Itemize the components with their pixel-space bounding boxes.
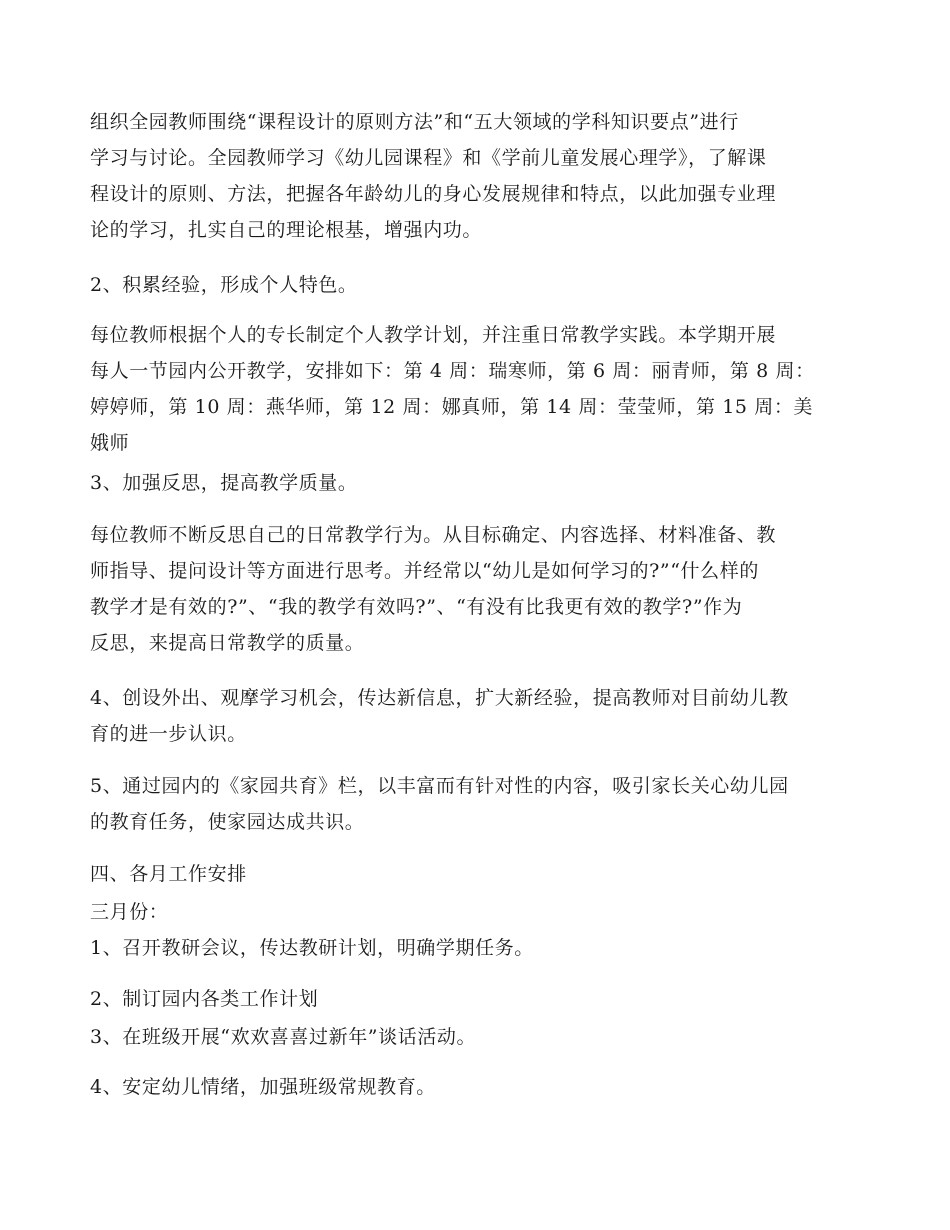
- text-line: 每人一节园内公开教学，安排如下：第 4 周：瑞寒师，第 6 周：丽青师，第 8 周：: [90, 360, 815, 382]
- list-item: 2、制订园内各类工作计划: [90, 988, 319, 1010]
- text-line: 反思，来提高日常教学的质量。: [90, 632, 365, 654]
- text-line: 的教育任务，使家园达成共识。: [90, 811, 365, 833]
- text-line: 程设计的原则、方法，把握各年龄幼儿的身心发展规律和特点，以此加强专业理: [90, 183, 777, 205]
- section-heading: 四、各月工作安排: [90, 863, 247, 885]
- text-line: 论的学习，扎实自己的理论根基，增强内功。: [90, 219, 483, 241]
- text-line: 每位教师不断反思自己的日常教学行为。从目标确定、内容选择、材料准备、教: [90, 524, 777, 546]
- text-line: 育的进一步认识。: [90, 723, 247, 745]
- text-line: 组织全园教师围绕“课程设计的原则方法”和“五大领域的学科知识要点”进行: [90, 111, 739, 133]
- text-line: 每位教师根据个人的专长制定个人教学计划，并注重日常教学实践。本学期开展: [90, 324, 777, 346]
- text-line: 娥师: [90, 432, 130, 454]
- text-line: 婷婷师，第 10 周：燕华师，第 12 周：娜真师，第 14 周：莹莹师，第 15 周：美: [90, 396, 814, 418]
- text-line: 4、创设外出、观摩学习机会，传达新信息，扩大新经验，提高教师对目前幼儿教: [90, 687, 789, 709]
- list-item: 4、安定幼儿情绪，加强班级常规教育。: [90, 1076, 436, 1098]
- text-line: 3、加强反思，提高教学质量。: [90, 472, 358, 494]
- list-item: 3、在班级开展“欢欢喜喜过新年”谈话活动。: [90, 1026, 477, 1048]
- text-line: 教学才是有效的?”、“我的教学有效吗?”、“有没有比我更有效的教学?”作为: [90, 596, 743, 618]
- text-line: 2、积累经验，形成个人特色。: [90, 274, 358, 296]
- text-line: 5、通过园内的《家园共育》栏，以丰富而有针对性的内容，吸引家长关心幼儿园: [90, 775, 789, 797]
- text-line: 师指导、提问设计等方面进行思考。并经常以“幼儿是如何学习的?”“什么样的: [90, 560, 759, 582]
- text-line: 学习与讨论。全园教师学习《幼儿园课程》和《学前儿童发展心理学》，了解课: [90, 147, 767, 169]
- month-label: 三月份：: [90, 901, 169, 923]
- list-item: 1、召开教研会议，传达教研计划，明确学期任务。: [90, 937, 534, 959]
